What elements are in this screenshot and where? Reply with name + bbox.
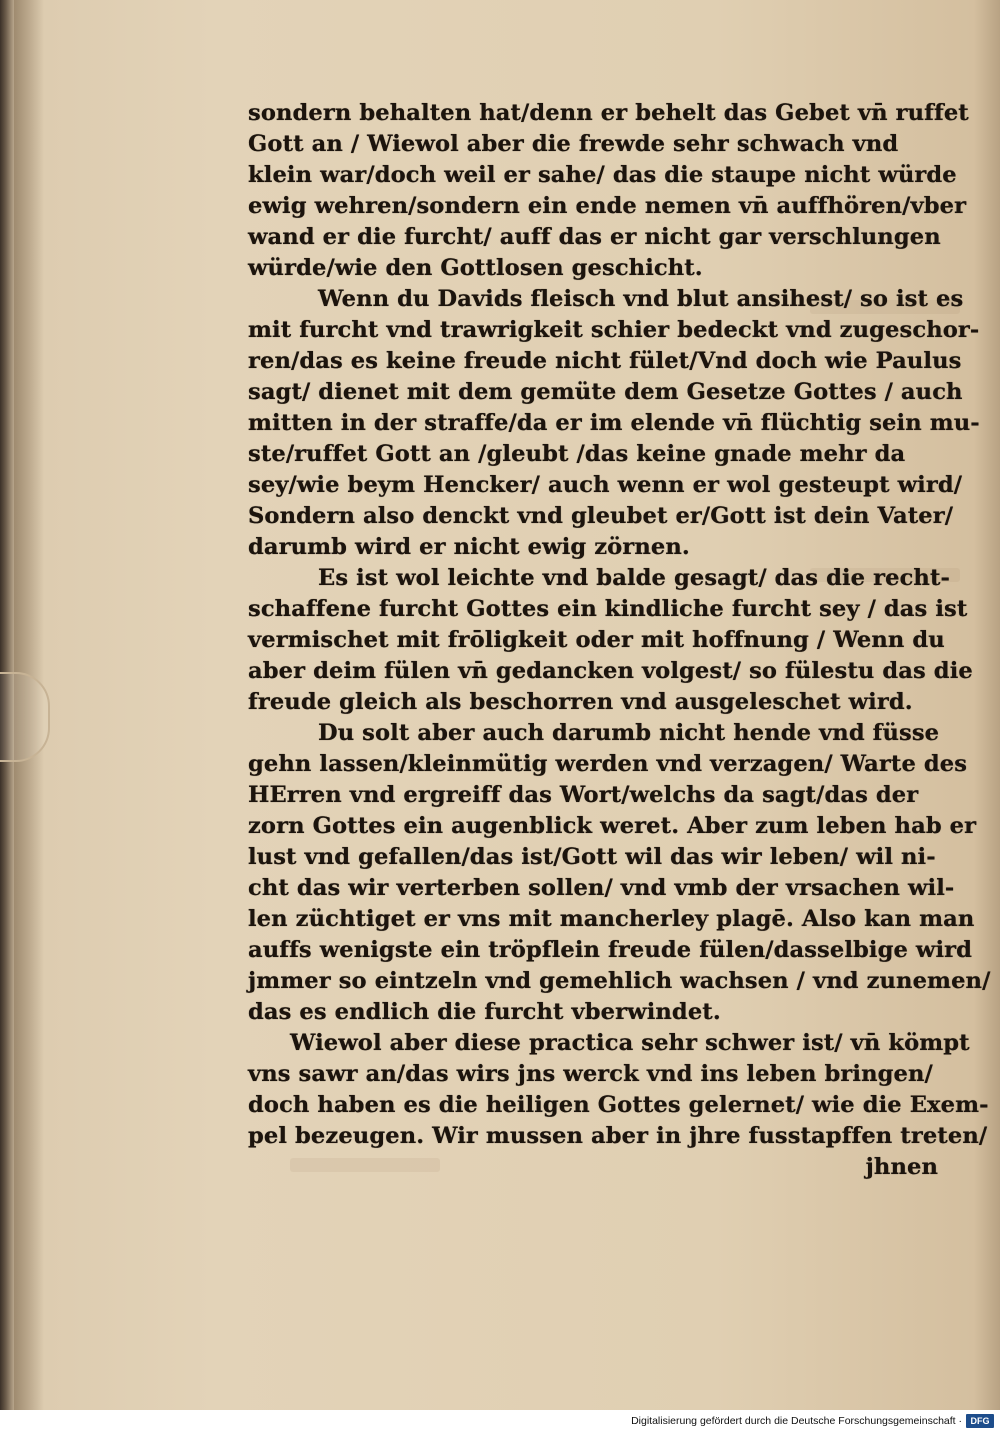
text-line: Sondern also denckt vnd gleubet er/Gott ist dein Vater/	[248, 503, 954, 529]
text-line: gehn lassen/kleinmütig werden vnd verzagen/ Warte des	[248, 751, 968, 777]
text-line: sondern behalten hat/denn er behelt das Gebet vn̄ ruffet	[248, 100, 969, 126]
text-line: ren/das es keine freude nicht fület/Vnd doch wie Paulus	[248, 348, 962, 374]
text-line: wand er die furcht/ auff das er nicht gar verschlungen	[248, 224, 941, 250]
text-line: pel bezeugen. Wir mussen aber in jhre fusstapffen treten/	[248, 1123, 988, 1149]
catchword: jhnen	[865, 1154, 938, 1180]
paragraph-start-line: Wenn du Davids fleisch vnd blut ansihest/ so ist es	[318, 286, 964, 312]
clip-mark	[0, 672, 50, 762]
text-line: jmmer so eintzeln vnd gemehlich wachsen / vnd zunemen/	[248, 968, 991, 994]
text-line: klein war/doch weil er sahe/ das die staupe nicht würde	[248, 162, 957, 188]
paragraph-start-line: Es ist wol leichte vnd balde gesagt/ das die recht-	[318, 565, 950, 591]
text-line: Gott an / Wiewol aber die frewde sehr schwach vnd	[248, 131, 899, 157]
text-line: HErren vnd ergreiff das Wort/welchs da sagt/das der	[248, 782, 919, 808]
text-line: freude gleich als beschorren vnd ausgeleschet wird.	[248, 689, 913, 715]
text-line: sey/wie beym Hencker/ auch wenn er wol gesteupt wird/	[248, 472, 963, 498]
text-line: vermischet mit frōligkeit oder mit hoffnung / Wenn du	[248, 627, 945, 653]
footer-bar	[0, 1410, 1000, 1433]
text-line: len züchtiget er vns mit mancherley plagē. Also kan man	[248, 906, 975, 932]
paragraph-start-line: Du solt aber auch darumb nicht hende vnd füsse	[318, 720, 940, 746]
text-block	[248, 98, 991, 1183]
paragraph-start-line: Wiewol aber diese practica sehr schwer ist/ vn̄ kömpt	[290, 1030, 970, 1056]
text-line: mit furcht vnd trawrigkeit schier bedeckt vnd zugeschor-	[248, 317, 980, 343]
text-line: ewig wehren/sondern ein ende nemen vn̄ auffhören/vber	[248, 193, 967, 219]
text-line: das es endlich die furcht vberwindet.	[248, 999, 721, 1025]
text-line: doch haben es die heiligen Gottes gelernet/ wie die Exem-	[248, 1092, 989, 1118]
text-line: zorn Gottes ein augenblick weret. Aber zum leben hab er	[248, 813, 977, 839]
text-line: sagt/ dienet mit dem gemüte dem Gesetze Gottes / auch	[248, 379, 963, 405]
text-line: vns sawr an/das wirs jns werck vnd ins leben bringen/	[248, 1061, 933, 1087]
dfg-logo-icon[interactable]: DFG	[966, 1414, 994, 1428]
text-line: würde/wie den Gottlosen geschicht.	[248, 255, 703, 281]
text-line: ste/ruffet Gott an /gleubt /das keine gnade mehr da	[248, 441, 906, 467]
text-line: aber deim fülen vn̄ gedancken volgest/ so fülestu das die	[248, 658, 973, 684]
text-line: mitten in der straffe/da er im elende vn̄ flüchtig sein mu-	[248, 410, 980, 436]
text-line: cht das wir verterben sollen/ vnd vmb der vrsachen wil-	[248, 875, 955, 901]
funding-credit: Digitalisierung gefördert durch die Deutsche Forschungsgemeinschaft ·	[631, 1415, 962, 1427]
text-line: darumb wird er nicht ewig zörnen.	[248, 534, 690, 560]
text-line: auffs wenigste ein tröpflein freude fülen/dasselbige wird	[248, 937, 973, 963]
text-line: schaffene furcht Gottes ein kindliche furcht sey / das ist	[248, 596, 968, 622]
text-line: lust vnd gefallen/das ist/Gott wil das wir leben/ wil ni-	[248, 844, 936, 870]
